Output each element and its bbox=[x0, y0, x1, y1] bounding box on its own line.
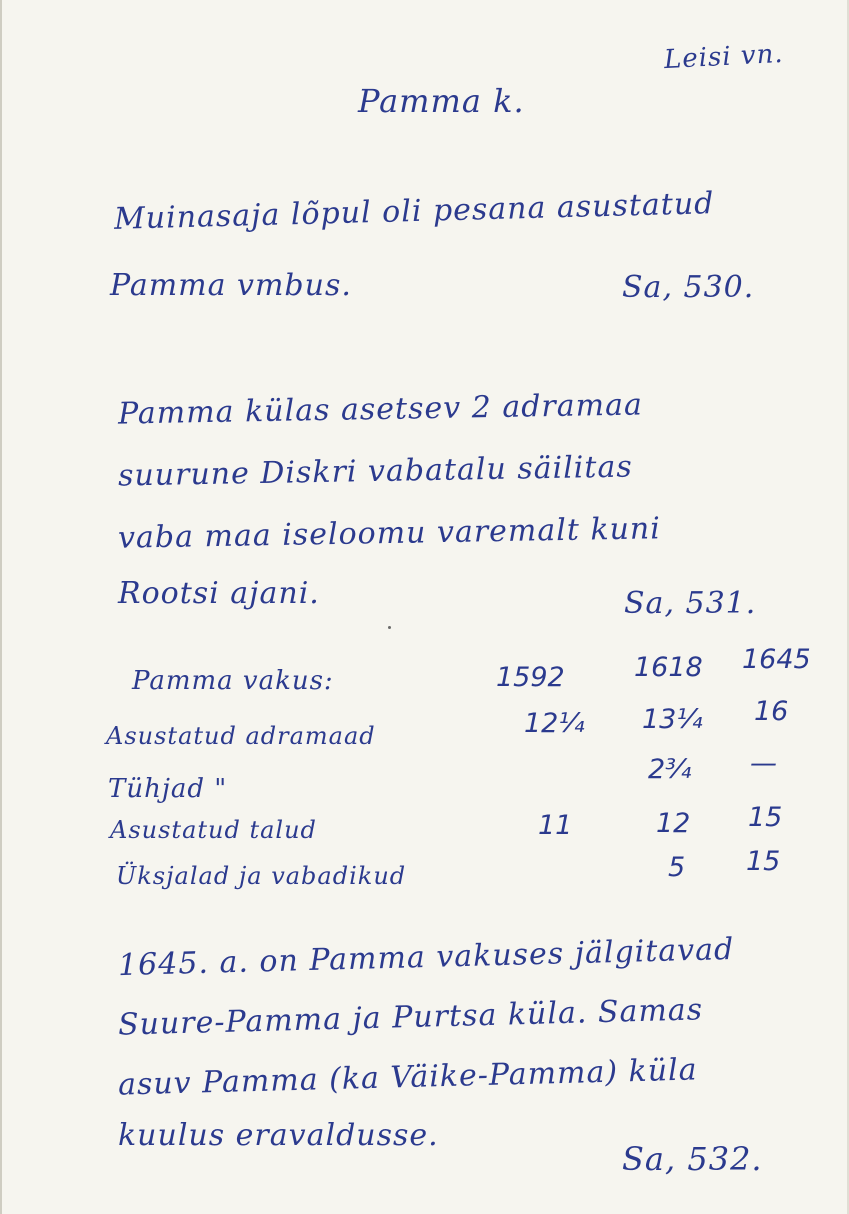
p2-reference: Sa, 531. bbox=[624, 586, 757, 621]
row-value-1645: 15 bbox=[746, 846, 781, 877]
table-header-label: Pamma vakus: bbox=[132, 666, 334, 696]
p1-line1: Muinasaja lõpul oli pesana asustatud bbox=[113, 186, 715, 237]
row-value-1592: 12¼ bbox=[524, 708, 585, 739]
village-title: Pamma k. bbox=[358, 82, 525, 120]
p2-line4: Rootsi ajani. bbox=[118, 576, 320, 611]
row-value-1645: — bbox=[750, 748, 777, 779]
row-label: Asustatud talud bbox=[110, 816, 317, 844]
p3-line4: kuulus eravaldusse. bbox=[118, 1118, 439, 1153]
p3-line2: Suure-Pamma ja Purtsa küla. Samas bbox=[117, 992, 704, 1043]
row-value-1645: 15 bbox=[748, 802, 783, 833]
p1-line2: Pamma vmbus. bbox=[110, 268, 352, 303]
parish-label: Leisi vn. bbox=[663, 38, 785, 76]
p2-line3: vaba maa iseloomu varemalt kuni bbox=[117, 511, 662, 556]
row-value-1618: 2¾ bbox=[648, 754, 692, 785]
p3-line3: asuv Pamma (ka Väike-Pamma) küla bbox=[117, 1052, 698, 1103]
row-label: Üksjalad ja vabadikud bbox=[116, 862, 407, 890]
year-1592: 1592 bbox=[496, 662, 565, 693]
p3-reference: Sa, 532. bbox=[622, 1140, 763, 1178]
row-value-1592: 11 bbox=[538, 810, 573, 841]
row-value-1618: 5 bbox=[668, 852, 686, 883]
year-1618: 1618 bbox=[634, 652, 703, 683]
row-label: Tühjad " bbox=[108, 774, 228, 804]
row-value-1618: 12 bbox=[656, 808, 691, 839]
year-1645: 1645 bbox=[742, 644, 811, 675]
row-label: Asustatud adramaad bbox=[106, 722, 376, 750]
p1-reference: Sa, 530. bbox=[622, 270, 755, 305]
p2-line1: Pamma külas asetsev 2 adramaa bbox=[117, 387, 644, 432]
p3-line1: 1645. a. on Pamma vakuses jälgitavad bbox=[117, 931, 735, 984]
row-value-1618: 13¼ bbox=[642, 704, 703, 735]
ink-dot bbox=[388, 626, 391, 629]
row-value-1645: 16 bbox=[754, 696, 789, 727]
p2-line2: suurune Diskri vabatalu säilitas bbox=[117, 449, 634, 494]
